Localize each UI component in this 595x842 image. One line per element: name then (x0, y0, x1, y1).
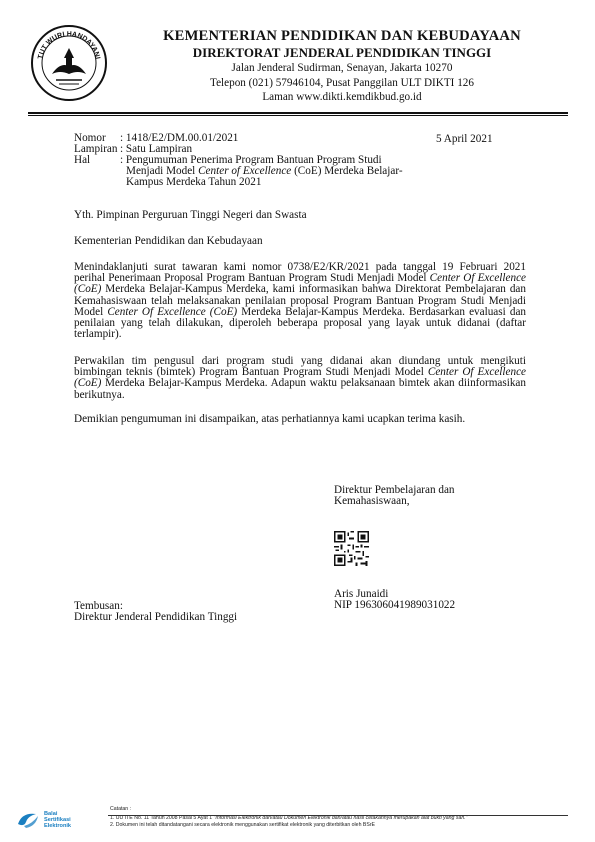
signatory-name: Aris Junaidi (334, 588, 389, 600)
tut-wuri-handayani-logo (30, 24, 108, 102)
paragraph-1: Menindaklanjuti surat tawaran kami nomor 0738/E2/KR/2021 pada tanggal 19 Februari 2021 perihal Penerimaan Proposal Program Bantuan Program Studi Menjadi Model Center Of Excellence (CoE) Merdeka Belajar-Kampus Merdeka, kami informasikan bahwa Direktorat Pembelajaran dan Kemahasiswaan telah melaksanakan penilaian proposal Program Bantuan Program Studi Menjadi Model Center Of Excellence (CoE) Merdeka Belajar-Kampus Merdeka. Berdasarkan evaluasi dan penilaian yang telah dilakukan, diperoleh beberapa proposal yang layak untuk didanai (daftar terlampir). (74, 261, 527, 341)
signatory (334, 589, 455, 611)
paragraph-2: Perwakilan tim pengusul dari program studi yang didanai akan diundang untuk mengikuti bimbingan teknis (bimtek) Program Bantuan Program Studi Menjadi Model Center Of Excellence (CoE) Merdeka Belajar-Kampus Merdeka. Adapun waktu pelaksanaan bimtek akan diinformasikan berikutnya. (74, 355, 526, 401)
hal-label: Hal (74, 154, 91, 166)
lampiran-label: Lampiran (74, 143, 118, 155)
footer-rule (108, 815, 568, 816)
signatory-nip: NIP 196306041989031022 (334, 599, 456, 611)
letter-date: 5 April 2021 (436, 133, 493, 145)
letterhead (112, 28, 572, 105)
cc-item: Direktur Jenderal Pendidikan Tinggi (74, 611, 238, 624)
website-line: Laman www.dikti.kemdikbud.go.id (262, 91, 422, 103)
nomor-label: Nomor (74, 132, 106, 144)
paragraph-3: Demikian pengumuman ini disampaikan, atas perhatiannya kami ucapkan terima kasih. (74, 413, 466, 425)
nomor-value: : 1418/E2/DM.00.01/2021 (120, 132, 239, 144)
recipient-org: Kementerian Pendidikan dan Kebudayaan (74, 235, 263, 247)
address-line: Jalan Jenderal Sudirman, Senayan, Jakarta 10270 (231, 62, 453, 74)
ministry-name: KEMENTERIAN PENDIDIKAN DAN KEBUDAYAAN (163, 28, 521, 44)
phone-line: Telepon (021) 57946104, Pusat Panggilan ULT DIKTI 126 (210, 76, 474, 89)
hal-value-2: Menjadi Model Center of Excellence (CoE) Merdeka Belajar- (126, 165, 403, 177)
recipient: Yth. Pimpinan Perguruan Tinggi Negeri dan Swasta (74, 209, 307, 221)
cc-label: Tembusan: (74, 600, 123, 612)
letterhead-rule-thick (28, 112, 568, 114)
qr-code (334, 531, 369, 566)
notes-label: Catatan : (110, 806, 132, 812)
letter-meta (74, 133, 466, 188)
footer-notes (110, 806, 468, 829)
cc-block (74, 601, 237, 624)
hal-value-3: Kampus Merdeka Tahun 2021 (126, 176, 262, 188)
signatory-title: Direktur Pembelajaran dan Kemahasiswaan, (334, 484, 455, 507)
note-1: 1. UU ITE No. 11 Tahun 2008 Pasal 5 Ayat 1 "Informasi Elektronik dan/atau Dokumen Elektronik dan/atau hasil cetakannya merupakan alat bukti yang sah." (110, 815, 468, 821)
lampiran-value: : Satu Lampiran (120, 143, 193, 155)
letterhead-rule-thin (28, 115, 568, 116)
svg-text:TUT WURI HANDAYANI: TUT WURI HANDAYANI (37, 30, 101, 60)
note-2: 2. Dokumen ini telah ditandatangani secara elektronik menggunakan sertifikat elektronik yang diterbitkan oleh BSrE (110, 822, 376, 828)
directorate-name: DIREKTORAT JENDERAL PENDIDIKAN TINGGI (192, 45, 492, 60)
bse-mark-icon (16, 810, 42, 830)
bse-logo: Balai Sertifikasi Elektronik (16, 810, 104, 830)
hal-value-1: : Pengumuman Penerima Program Bantuan Program Studi (120, 154, 382, 166)
